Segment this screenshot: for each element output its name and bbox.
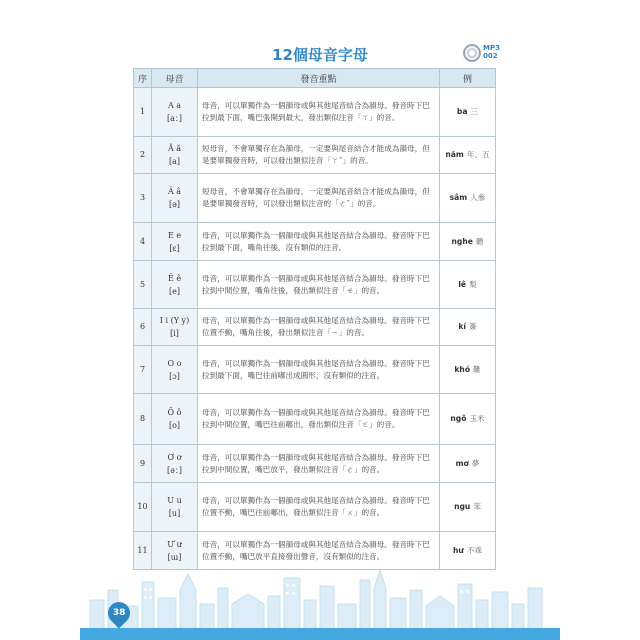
example-cell [440,223,496,261]
example-word: ngu [454,502,471,511]
vowel-cell [152,445,198,483]
example-cell [440,394,496,445]
pronunciation-point: 母音，可以單獨作為一個韻母或與其他尾音結合為韻母。發音時下巴拉到中間位置，嘴巴往前嘟出，發出類似注音「ㄛ」的音。 [198,394,440,445]
row-number: 2 [134,137,152,174]
vowel-ipa: [ɯ] [167,552,182,562]
vowel-ipa: [a] [168,157,180,166]
vowel-cell [152,483,198,532]
example-meaning: 夢 [471,458,480,468]
vowel-letter: U u [167,496,182,505]
example-word: ba [456,107,468,116]
row-number: 7 [134,346,152,394]
pronunciation-point: 母音，可以單獨作為一個韻母或與其他尾音結合為韻母。發音時下巴位置不動，嘴巴往前嘟出，發出類似注音「ㄨ」的音。 [198,483,440,532]
header-number: 序 [134,69,152,88]
example-cell [440,174,496,223]
example-word: nghe [451,236,473,246]
vowel-cell [152,309,198,346]
vowel-letter: Ă ă [167,144,182,153]
vowel-cell [152,88,198,137]
vowel-letter: I i (Y y) [159,316,190,325]
example-word: hư [453,545,464,555]
example-meaning: 聽 [475,236,484,246]
cd-icon[interactable] [463,44,481,62]
vowel-cell [152,261,198,309]
pronunciation-point: 母音，可以單獨作為一個韻母或與其他尾音結合為韻母。發音時下巴拉到中間位置，嘴巴放平，發出類似注音「ㄜ」的音。 [198,445,440,483]
table-row [134,483,496,532]
table-row [134,88,496,137]
example-cell [440,445,496,483]
row-number: 3 [134,174,152,223]
vowel-ipa: [a：] [166,114,182,123]
vowel-table [133,68,496,570]
pronunciation-point: 母音，可以單獨作為一個韻母或與其他尾音結合為韻母。發音時下巴拉到最下面，嘴巴往前嘟出成圓形，沒有類似的注音。 [198,346,440,394]
example-meaning: 三 [470,107,479,116]
example-meaning: 玉米 [469,414,485,423]
table-row [134,346,496,394]
vowel-cell [152,346,198,394]
example-word: kí [458,322,467,331]
pronunciation-point: 母音，可以單獨作為一個韻母或與其他尾音結合為韻母。發音時下巴拉到最下面，嘴角往後，沒有類似的注音。 [198,223,440,261]
example-word: sâm [449,193,468,202]
row-number: 6 [134,309,152,346]
row-number: 4 [134,223,152,261]
example-word: ngô [450,414,467,423]
city-skyline-illustration [80,560,560,630]
example-cell [440,346,496,394]
example-meaning: 梨 [469,279,477,289]
vowel-ipa: [e] [169,286,180,296]
example-cell [440,483,496,532]
vowel-cell [152,174,198,223]
page-title: 12個母音字母 [272,46,368,64]
table-row [134,445,496,483]
table-row [134,174,496,223]
audio-track-number: 002 [483,52,498,60]
vowel-letter: Ô ô [167,408,182,417]
footer-bar [80,628,560,640]
vowel-ipa: [u] [168,509,181,518]
table-row [134,261,496,309]
example-word: khó [454,364,471,374]
example-cell [440,261,496,309]
row-number: 10 [134,483,152,532]
vowel-letter: Â â [167,187,182,196]
vowel-letter: A a [167,101,182,110]
table-row [134,394,496,445]
example-meaning: 難 [473,364,481,374]
vowel-ipa: [ə：] [167,465,182,475]
audio-track-label[interactable] [483,44,500,60]
example-meaning: 不乖 [466,545,482,555]
row-number: 8 [134,394,152,445]
example-meaning: 簽 [469,322,477,331]
example-cell [440,309,496,346]
table-header-row [134,69,496,88]
row-number: 1 [134,88,152,137]
pronunciation-point: 母音，可以單獨作為一個韻母或與其他尾音結合為韻母。發音時下巴拉到中間位置，嘴角往後，發出類似注音「ㄝ」的音。 [198,261,440,309]
table-row [134,309,496,346]
vowel-ipa: [o] [168,421,181,430]
example-word: mơ [455,458,469,468]
pronunciation-point: 短母音，不會單獨存在為韻母，一定要與尾音結合才能成為韻母，但是要單獨發音時，可以發出類似注音的「ㄜˇ」的音。 [198,174,440,223]
example-meaning: 人參 [470,193,486,202]
pronunciation-point: 母音，可以單獨作為一個韻母或與其他尾音結合為韻母。發音時下巴位置不動，嘴角往後，發出類似注音「ㄧ」的音。 [198,309,440,346]
example-word: năm [445,150,464,159]
pronunciation-point: 短母音，不會單獨存在為韻母，一定要與尾音結合才能成為韻母，但是要單獨發音時，可以發出類似注音「ㄚˇ」的音。 [198,137,440,174]
row-number: 11 [134,532,152,570]
vowel-cell [152,223,198,261]
vowel-letter: Ê ê [167,273,182,283]
vowel-ipa: [ɔ] [169,371,180,381]
vowel-letter: Ơ ơ [167,452,182,462]
example-cell [440,88,496,137]
vowel-ipa: [ɛ] [169,243,180,253]
vowel-cell [152,137,198,174]
example-meaning: 年、五 [466,150,490,159]
vowel-ipa: [ə] [169,200,180,209]
vowel-letter: E e [167,230,182,240]
example-meaning: 笨 [473,502,481,511]
row-number: 5 [134,261,152,309]
example-word: lê [458,279,467,289]
vowel-letter: O o [167,358,182,368]
pronunciation-point: 母音，可以單獨作為一個韻母或與其他尾音結合為韻母。發音時下巴位置不動，嘴巴放平直接發出聲音，沒有類似的注音。 [198,532,440,570]
row-number: 9 [134,445,152,483]
audio-format-label: MP3 [483,44,500,52]
example-cell [440,137,496,174]
header-example: 例 [440,69,496,88]
page-number: 38 [112,608,126,618]
header-vowel: 母音 [152,69,198,88]
table-row [134,137,496,174]
pronunciation-point: 母音，可以單獨作為一個韻母或與其他尾音結合為韻母。發音時下巴拉到最下面，嘴巴張開到最大，發出類似注音「ㄚ」的音。 [198,88,440,137]
vowel-cell [152,394,198,445]
vowel-ipa: [i] [170,329,179,338]
header-point: 發音重點 [198,69,440,88]
vowel-letter: Ư ư [167,539,182,549]
table-row [134,223,496,261]
